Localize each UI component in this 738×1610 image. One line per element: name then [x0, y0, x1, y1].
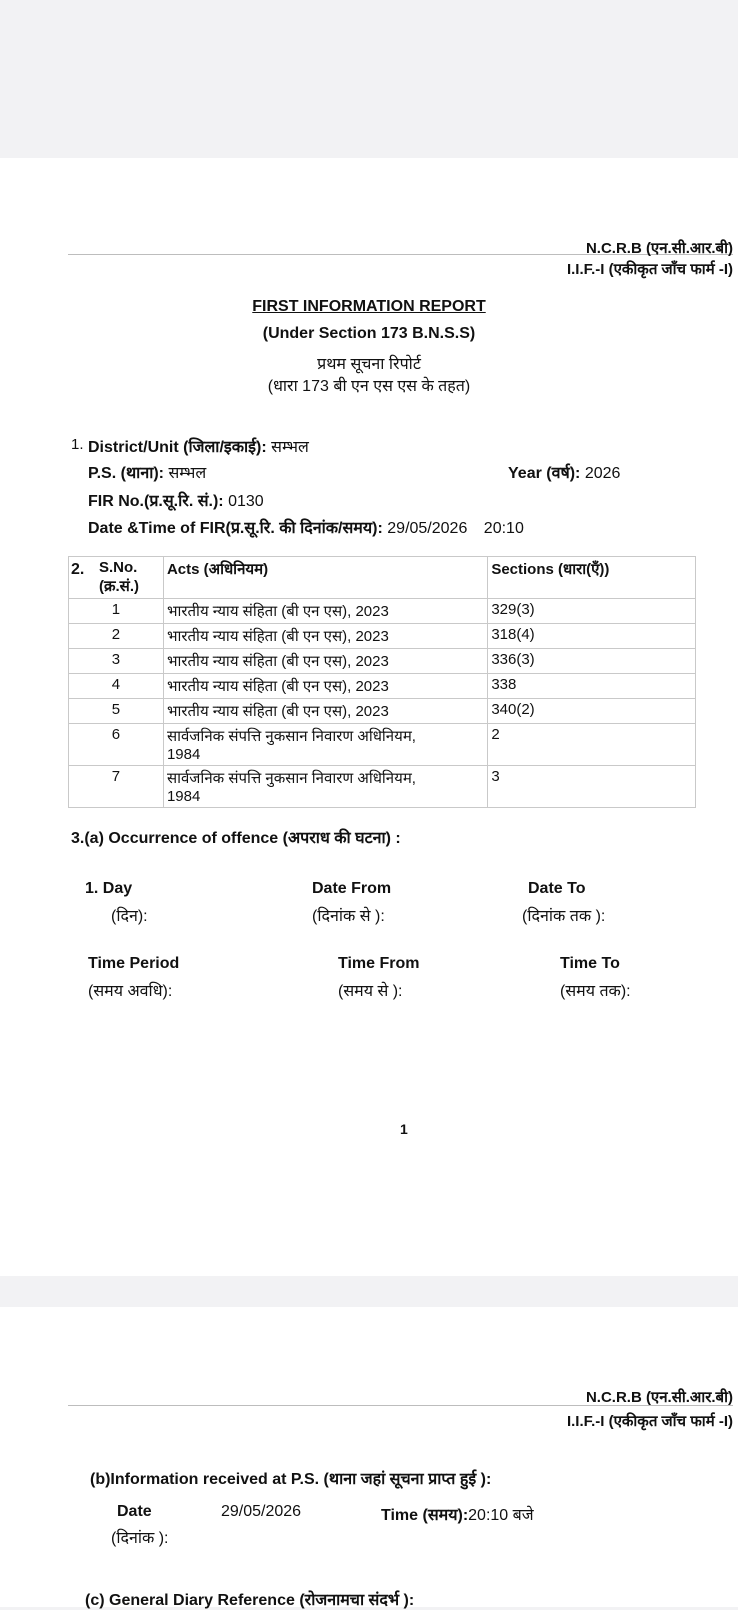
sno-cell: 4 — [69, 674, 164, 699]
act-cell: भारतीय न्याय संहिता (बी एन एस), 2023 — [163, 624, 487, 649]
fir-time-value: 20:10 — [483, 520, 524, 537]
sno-cell: 3 — [69, 649, 164, 674]
act-cell: भारतीय न्याय संहिता (बी एन एस), 2023 — [163, 649, 487, 674]
section-cell: 338 — [488, 674, 696, 699]
section-cell: 340(2) — [488, 699, 696, 724]
report-title: FIRST INFORMATION REPORT — [252, 298, 486, 315]
report-subtitle-hi: (धारा 173 बी एन एस एस के तहत) — [267, 378, 471, 395]
time-to-label: Time To — [560, 955, 620, 972]
report-title-hi: प्रथम सूचना रिपोर्ट — [317, 356, 421, 373]
year-label: Year (वर्ष): — [508, 465, 581, 482]
district-row — [88, 435, 309, 457]
table-header-row — [69, 557, 696, 599]
time-from-label: Time From — [338, 955, 420, 972]
table-row — [69, 699, 696, 724]
time-from-label-hi: (समय से ): — [338, 983, 403, 1000]
report-subtitle: (Under Section 173 B.N.S.S) — [262, 325, 476, 342]
general-diary-heading: (c) General Diary Reference (रोजनामचा संदर्भ ): — [85, 1592, 415, 1609]
section-cell: 318(4) — [488, 624, 696, 649]
date-to-label: Date To — [528, 880, 586, 897]
table-row — [69, 599, 696, 624]
time-value: 20:10 बजे — [468, 1507, 534, 1524]
ncrb-label: N.C.R.B (एन.सी.आर.बी) — [585, 240, 733, 257]
act-cell: भारतीय न्याय संहिता (बी एन एस), 2023 — [163, 599, 487, 624]
fir-page-2 — [0, 1307, 738, 1607]
fir-value: 0130 — [228, 493, 264, 510]
date-value: 29/05/2026 — [221, 1503, 302, 1520]
ncrb-label: N.C.R.B (एन.सी.आर.बी) — [585, 1389, 733, 1406]
day-label-hi: (दिन): — [111, 908, 148, 925]
section-2-number: 2. — [71, 561, 85, 578]
section-cell: 336(3) — [488, 649, 696, 674]
section-cell: 2 — [488, 724, 696, 766]
sno-cell: 6 — [69, 724, 164, 766]
year-row — [508, 461, 620, 483]
section-cell: 329(3) — [488, 599, 696, 624]
date-to-label-hi: (दिनांक तक ): — [522, 908, 606, 925]
sno-header: S.No. (क्र.सं.) — [69, 557, 164, 599]
section-cell: 3 — [488, 766, 696, 808]
district-value: सम्भल — [271, 439, 309, 456]
sno-cell: 5 — [69, 699, 164, 724]
table-row — [69, 766, 696, 808]
date-from-label: Date From — [312, 880, 392, 897]
sno-cell: 7 — [69, 766, 164, 808]
sections-header: Sections (धारा(एँ)) — [488, 557, 696, 599]
ps-label: P.S. (थाना): — [88, 465, 164, 482]
iif-label: I.I.F.-I (एकीकृत जाँच फार्म -I) — [566, 261, 733, 278]
fir-datetime-label: Date &Time of FIR(प्र.सू.रि. की दिनांक/समय): — [88, 520, 383, 537]
fir-datetime-row — [88, 516, 524, 538]
district-label: District/Unit (जिला/इकाई): — [88, 439, 267, 456]
time-label: Time (समय): — [381, 1507, 469, 1524]
acts-header: Acts (अधिनियम) — [163, 557, 487, 599]
acts-sections-table — [68, 556, 696, 808]
iif-label: I.I.F.-I (एकीकृत जाँच फार्म -I) — [566, 1413, 733, 1430]
table-row — [69, 724, 696, 766]
page-number: 1 — [400, 1121, 408, 1137]
table-row — [69, 649, 696, 674]
time-row — [381, 1503, 534, 1525]
act-cell: भारतीय न्याय संहिता (बी एन एस), 2023 — [163, 699, 487, 724]
date-label-hi: (दिनांक ): — [111, 1530, 169, 1547]
sno-cell: 2 — [69, 624, 164, 649]
ps-value: सम्भल — [168, 465, 207, 482]
section-1-number: 1. — [71, 436, 84, 453]
table-row — [69, 624, 696, 649]
occurrence-heading: 3.(a) Occurrence of offence (अपराध की घटना) : — [71, 830, 401, 847]
table-row — [69, 674, 696, 699]
time-period-label: Time Period — [88, 955, 180, 972]
time-period-label-hi: (समय अवधि): — [88, 983, 173, 1000]
date-label: Date — [117, 1503, 152, 1520]
date-from-label-hi: (दिनांक से ): — [312, 908, 385, 925]
info-received-heading: (b)Information received at P.S. (थाना जहां सूचना प्राप्त हुई ): — [90, 1471, 492, 1488]
act-cell: भारतीय न्याय संहिता (बी एन एस), 2023 — [163, 674, 487, 699]
fir-date-value: 29/05/2026 — [387, 520, 468, 537]
ps-row — [88, 461, 206, 483]
day-label: 1. Day — [85, 880, 133, 897]
act-cell: सार्वजनिक संपत्ति नुकसान निवारण अधिनियम, 1984 — [163, 724, 487, 766]
fir-label: FIR No.(प्र.सू.रि. सं.): — [88, 493, 224, 510]
act-cell: सार्वजनिक संपत्ति नुकसान निवारण अधिनियम, 1984 — [163, 766, 487, 808]
fir-row — [88, 489, 264, 511]
sno-cell: 1 — [69, 599, 164, 624]
time-to-label-hi: (समय तक): — [560, 983, 631, 1000]
year-value: 2026 — [584, 465, 621, 482]
fir-page-1 — [0, 158, 738, 1276]
